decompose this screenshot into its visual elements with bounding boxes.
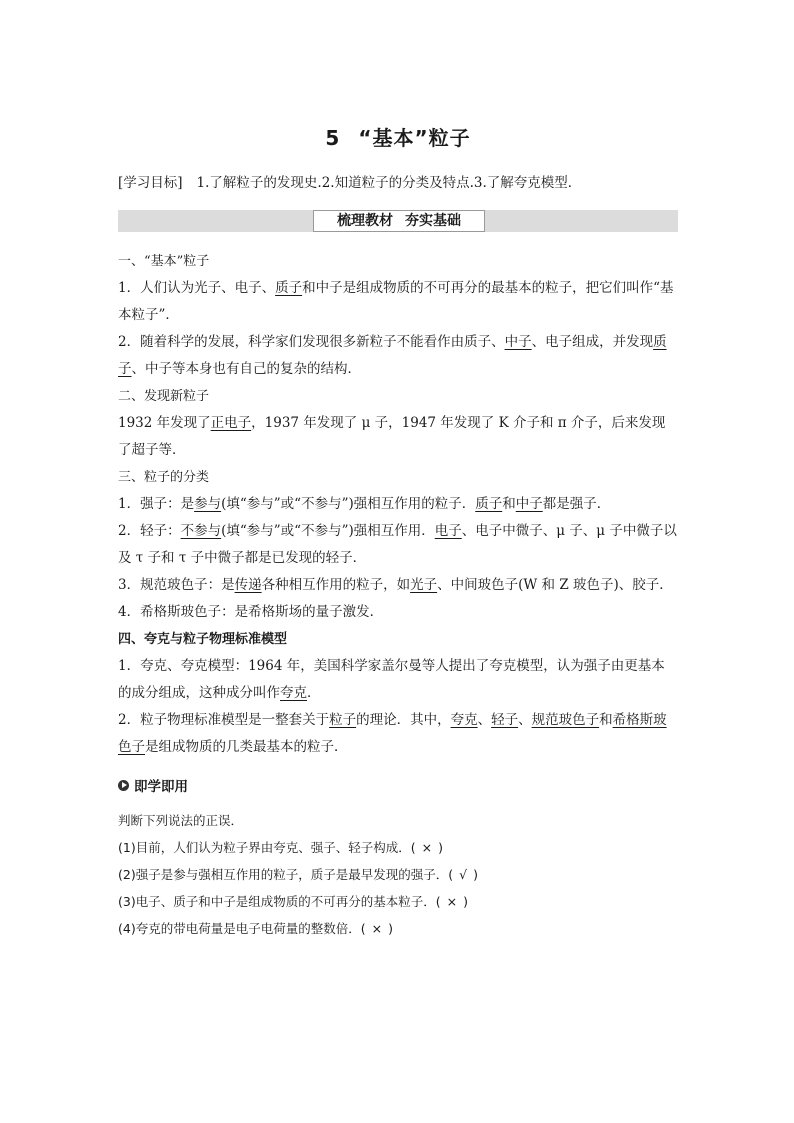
- paragraph-2-1: 1932 年发现了正电子，1937 年发现了 μ 子，1947 年发现了 K 介子和 π 介子，后来发现了超子等．: [118, 415, 666, 458]
- banner-right-text: 夯实基础: [405, 213, 461, 229]
- fill-blank: 电子: [434, 523, 462, 539]
- paragraph-3-2: 2．轻子：不参与(填“参与”或“不参与”)强相互作用．电子、电子中微子、μ 子、μ 子中微子以及 τ 子和 τ 子中微子都是已发现的轻子．: [118, 523, 677, 566]
- quiz-item: (1)目前，人们认为粒子界由夸克、强子、轻子构成．( × ): [118, 834, 678, 861]
- quiz-intro: 判断下列说法的正误．: [118, 813, 244, 828]
- page-title: [118, 122, 678, 151]
- paragraph-4-2: 2．粒子物理标准模型是一整套关于粒子的理论．其中，夸克、轻子、规范玻色子和希格斯玻色子是组成物质的几类最基本的粒子．: [118, 712, 667, 755]
- fill-blank: 中子: [504, 334, 532, 350]
- fill-blank: 轻子: [491, 712, 519, 728]
- banner-left-text: 梳理教材: [337, 213, 393, 229]
- practice-section: [118, 773, 678, 942]
- quiz-item: (4)夸克的带电荷量是电子电荷量的整数倍．( × ): [118, 915, 678, 942]
- paragraph-1-2: 2．随着科学的发展，科学家们发现很多新粒子不能看作由质子、中子、电子组成，并发现质子、中子等本身也有自己的复杂的结构．: [118, 334, 667, 377]
- fill-blank: 粒子: [329, 712, 357, 728]
- section-heading-4: 四、夸克与粒子物理标准模型: [118, 632, 288, 647]
- quiz-answer: ×: [371, 921, 383, 936]
- fill-blank: 正电子: [210, 415, 252, 431]
- paragraph-3-3: 3．规范玻色子：是传递各种相互作用的粒子，如光子、中间玻色子(W 和 Z 玻色子)、胶子．: [118, 577, 673, 593]
- learning-goals-text: 1.了解粒子的发现史.2.知道粒子的分类及特点.3.了解夸克模型．: [196, 175, 582, 191]
- section-heading-1: 一、“基本”粒子: [118, 254, 210, 269]
- fill-blank: 质子: [275, 280, 303, 296]
- fill-blank: 参与: [194, 496, 222, 512]
- chapter-title: “基本”粒子: [358, 126, 471, 150]
- learning-goals: [118, 171, 678, 191]
- fill-blank: 不参与: [180, 523, 222, 539]
- paragraph-1-1: 1．人们认为光子、电子、质子和中子是组成物质的不可再分的最基本的粒子，把它们叫作“基本粒子”．: [118, 280, 674, 323]
- content-body: [118, 248, 678, 761]
- practice-heading: 即学即用: [118, 773, 678, 797]
- fill-blank: 质子: [475, 496, 503, 512]
- fill-blank: 光子: [410, 577, 438, 593]
- fill-blank: 夸克: [450, 712, 478, 728]
- fill-blank: 夸克: [280, 685, 307, 701]
- section-heading-2: 二、发现新粒子: [118, 389, 210, 404]
- learning-goals-label: [学习目标]: [118, 175, 183, 191]
- section-heading-3: 三、粒子的分类: [118, 470, 210, 485]
- section-banner-label: [313, 210, 485, 232]
- fill-blank: 中子: [515, 496, 543, 512]
- paragraph-3-1: 1．强子：是参与(填“参与”或“不参与”)强相互作用的粒子．质子和中子都是强子．: [118, 496, 611, 512]
- true-false-quiz: [118, 807, 678, 942]
- quiz-item: (2)强子是参与强相互作用的粒子，质子是最早发现的强子．( √ ): [118, 861, 678, 888]
- quiz-item: (3)电子、质子和中子是组成物质的不可再分的基本粒子．( × ): [118, 888, 678, 915]
- fill-blank: 希格斯玻色子: [118, 712, 667, 755]
- fill-blank: 规范玻色子: [531, 712, 600, 728]
- quiz-answer: √: [459, 867, 468, 882]
- section-banner: [118, 210, 678, 232]
- quiz-answer: ×: [421, 840, 433, 855]
- chapter-number: 5: [325, 126, 341, 150]
- paragraph-3-4: 4．希格斯玻色子：是希格斯场的量子激发．: [118, 604, 384, 620]
- fill-blank: 传递: [234, 577, 262, 593]
- paragraph-4-1: 1．夸克、夸克模型：1964 年，美国科学家盖尔曼等人提出了夸克模型，认为强子由更基本的成分组成，这种成分叫作夸克．: [118, 658, 665, 701]
- fill-blank: 质子: [118, 334, 667, 377]
- quiz-answer: ×: [446, 894, 458, 909]
- play-circle-icon: [118, 780, 129, 791]
